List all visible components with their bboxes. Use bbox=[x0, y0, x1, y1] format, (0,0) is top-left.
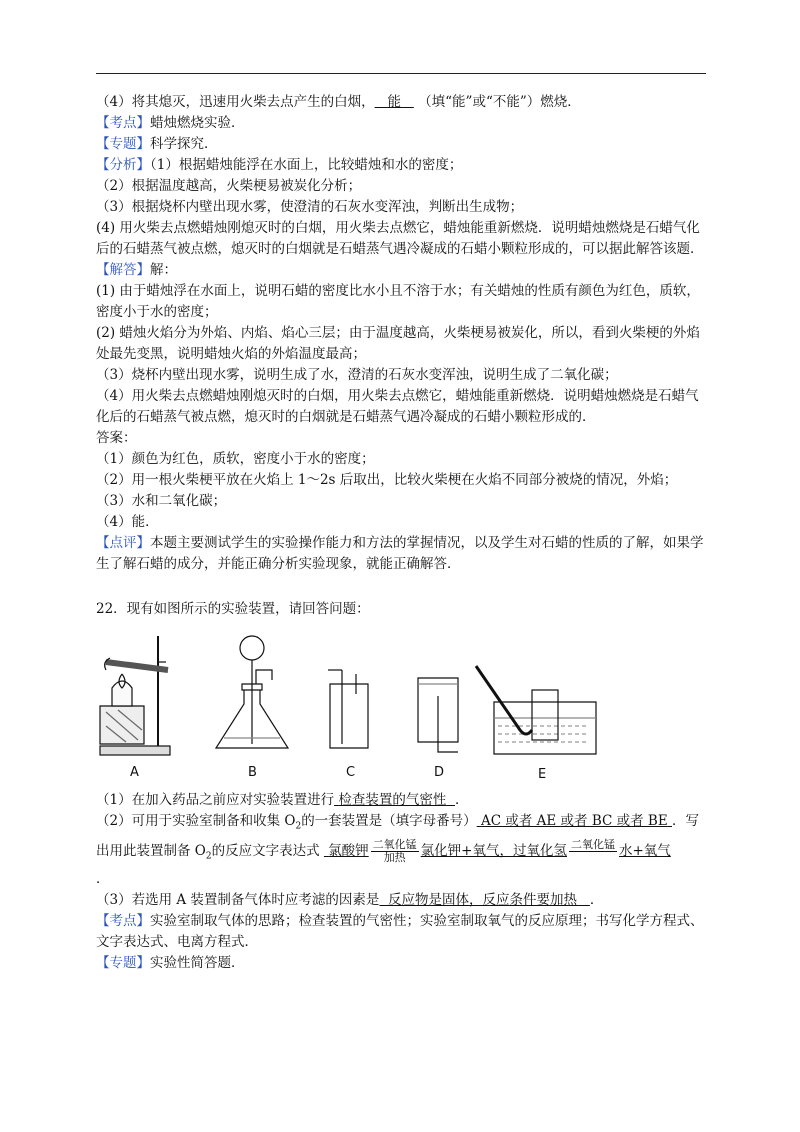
figure-label-d: D bbox=[434, 765, 445, 780]
q22-stem: 22．现有如图所示的实验装置，请回答问题： bbox=[96, 601, 370, 617]
bottle-c bbox=[330, 684, 368, 748]
q21-item4: （4）将其熄灭，迅速用火柴去点产生的白烟， 能 （填“能”或“不能”）燃烧． bbox=[96, 94, 581, 110]
answer-item: （1）颜色为红色，质软，密度小于水的密度； bbox=[96, 451, 375, 467]
apparatus-drawing bbox=[96, 626, 708, 786]
zhuanti-tag: 【专题】 bbox=[96, 136, 150, 152]
answer-item: （4）能． bbox=[96, 514, 159, 530]
figure-label-e: E bbox=[538, 767, 547, 782]
q22-part3: （3）若选用 A 装置制备气体时应考滤的因素是 反应物是固体，反应条件要加热 ． bbox=[96, 892, 604, 909]
reaction-condition: 二氧化锰 bbox=[571, 837, 615, 851]
q22-part2-end: ． bbox=[96, 871, 110, 888]
figure-label-a: A bbox=[130, 765, 139, 780]
answer-blank: 反应物是固体，反应条件要加热 bbox=[388, 892, 578, 909]
kaodian-section: 【考点】蜡烛燃烧实验． bbox=[96, 115, 245, 131]
answer-head: 答案： bbox=[96, 430, 137, 446]
jieda-tag: 【解答】 bbox=[96, 262, 150, 278]
dianping-tag: 【点评】 bbox=[96, 535, 150, 551]
jieda-paragraph: (1) 由于蜡烛浮在水面上，说明石蜡的密度比水小且不溶于水；有关蜡烛的性质有颜色为红色，质软，密度小于水的密度； bbox=[96, 283, 700, 320]
q22-part2-equation: 出用此装置制备 $O_2$的反应文字表达式 氯酸钾 二氧化锰 加热 氯化钾+氧气，过氧化氢 二氧化锰 水+氧气 bbox=[96, 837, 671, 864]
tube-d bbox=[438, 696, 458, 752]
fenxi-line: （3）根据烧杯内壁出现水雾，使澄清的石灰水变浑浊，判断出生成物； bbox=[96, 199, 524, 215]
zhuanti-tag: 【专题】 bbox=[96, 955, 150, 972]
stand-base bbox=[100, 746, 170, 755]
equation-answer: 氯酸钾 二氧化锰 加热 氯化钾+氧气，过氧化氢 二氧化锰 水+氧气 bbox=[328, 837, 671, 864]
answer-blank: 检查装置的气密性 bbox=[338, 792, 447, 808]
trough bbox=[494, 702, 596, 754]
fenxi-line: （2）根据温度越高，火柴梗易被炭化分析； bbox=[96, 178, 362, 194]
answer-item: （2）用一根火柴梗平放在火焰上 1～2s 后取出，比较火柴梗在火焰不同部分被烧的情况，外焰； bbox=[96, 472, 678, 488]
answer-blank: 能 bbox=[387, 94, 401, 110]
document-body bbox=[96, 92, 708, 974]
zhuanti-section: 【专题】科学探究． bbox=[96, 136, 218, 152]
funnel-bulb bbox=[240, 636, 264, 660]
fenxi-tag: 【分析】 bbox=[96, 157, 150, 173]
figure-label-c: C bbox=[346, 765, 356, 780]
q22-part1: （1）在加入药品之前应对实验装置进行 检查装置的气密性 ． bbox=[96, 792, 469, 808]
q22-part2: （2）可用于实验室制备和收集 $O_2$的一套装置是（填字母番号） AC 或者 AE 或者 BC 或者 BE ．写 bbox=[96, 813, 699, 832]
lamp-neck bbox=[112, 681, 132, 706]
header-rule bbox=[96, 73, 706, 74]
fenxi-line: (4) 用火柴去点燃蜡烛刚熄灭时的白烟，用火柴去点燃它，蜡烛能重新燃烧．说明蜡烛燃烧是石蜡气化后的石蜡蒸气被点燃，熄灭时的白烟就是石蜡蒸气遇冷凝成的石蜡小颗粒形成的，可以据此解答该题． bbox=[96, 220, 704, 257]
q22-zhuanti: 【专题】实验性简答题． bbox=[96, 955, 245, 972]
jieda-section: 【解答】解： bbox=[96, 262, 177, 278]
spacer bbox=[96, 575, 708, 599]
answer-item: （3）水和二氧化碳； bbox=[96, 493, 227, 509]
delivery-tube-b bbox=[256, 670, 272, 684]
kaodian-tag: 【考点】 bbox=[96, 115, 150, 131]
kaodian-tag: 【考点】 bbox=[96, 913, 150, 930]
reaction-condition: 二氧化锰 加热 bbox=[372, 837, 417, 864]
collecting-bottle bbox=[532, 690, 558, 740]
fenxi-section: 【分析】（1）根据蜡烛能浮在水面上，比较蜡烛和水的密度； bbox=[96, 157, 463, 173]
answer-blank: AC 或者 AE 或者 BC 或者 BE bbox=[480, 813, 668, 829]
delivery-tube-e bbox=[476, 666, 532, 734]
jieda-paragraph: （4）用火柴去点燃蜡烛刚熄灭时的白烟，用火柴去点燃它，蜡烛能重新燃烧．说明蜡烛燃烧是石蜡气化后的石蜡蒸气被点燃，熄灭时的白烟就是石蜡蒸气遇冷凝成的石蜡小颗粒形成的． bbox=[96, 388, 699, 425]
apparatus-figure bbox=[96, 626, 708, 786]
q22-kaodian: 【考点】实验室制取气体的思路；检查装置的气密性；实验室制取氧气的反应原理；书写化学方程式、文字表达式、电离方程式． bbox=[96, 913, 704, 951]
dianping-section: 【点评】本题主要测试学生的实验操作能力和方法的掌握情况，以及学生对石蜡的性质的了解，如果学生了解石蜡的成分，并能正确分析实验现象，就能正确解答． bbox=[96, 535, 704, 572]
figure-label-b: B bbox=[248, 765, 257, 780]
jieda-paragraph: （3）烧杯内壁出现水雾，说明生成了水，澄清的石灰水变浑浊，说明生成了二氧化碳； bbox=[96, 367, 618, 383]
jieda-paragraph: (2) 蜡烛火焰分为外焰、内焰、焰心三层；由于温度越高，火柴梗易被炭化，所以，看到火柴梗的外焰处最先变黑，说明蜡烛火焰的外焰温度最高； bbox=[96, 325, 700, 362]
